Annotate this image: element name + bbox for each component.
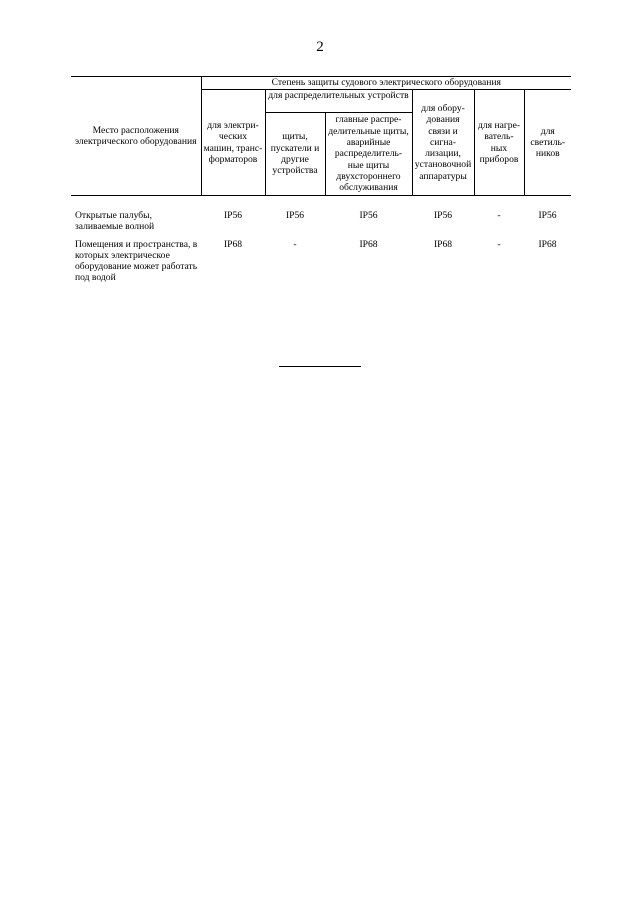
header-electric-machines: для электри-ческих машин, транс-форматоров: [201, 90, 265, 196]
cell-value: IP56: [223, 210, 243, 221]
protection-degree-table: [71, 76, 571, 284]
cell-value: IP56: [359, 210, 378, 221]
table-row: [71, 233, 571, 284]
cell-value: IP56: [285, 210, 305, 221]
end-of-document-rule: [279, 366, 361, 367]
header-light-fittings: для светиль-ников: [524, 90, 571, 196]
header-switchboards-starters: щиты, пускатели и другие устройства: [265, 113, 325, 196]
header-communication-equipment: для обору-дования связи и сигна-лизации, установочной аппаратуры: [412, 90, 474, 196]
header-main-switchboards: главные распре-делительные щиты, аварийные распределитель-ные щиты двухстороннего обслуживания: [325, 113, 412, 196]
row-place: Помещения и пространства, в которых электрическое оборудование может работать под водой: [75, 238, 198, 284]
table-row: [71, 196, 571, 233]
cell-value: IP56: [433, 210, 453, 221]
header-heating-devices: для нагре-ватель-ных приборов: [474, 90, 524, 196]
cell-value: -: [293, 238, 297, 250]
header-equipment-location: Место расположения электрического оборудования: [71, 77, 201, 196]
cell-value: IP56: [538, 210, 557, 221]
row-place: Открытые палубы, заливаемые волной: [75, 210, 155, 233]
page-number: 2: [316, 39, 324, 55]
header-distribution-devices: для распределительных устройств: [265, 90, 412, 113]
cell-value: IP68: [433, 238, 453, 250]
cell-value: IP68: [538, 238, 557, 250]
cell-value: IP68: [359, 238, 378, 250]
cell-value: -: [497, 210, 501, 221]
cell-value: IP68: [223, 238, 243, 250]
cell-value: -: [497, 238, 501, 250]
header-protection-degree: Степень защиты судового электрического оборудования: [201, 77, 571, 90]
